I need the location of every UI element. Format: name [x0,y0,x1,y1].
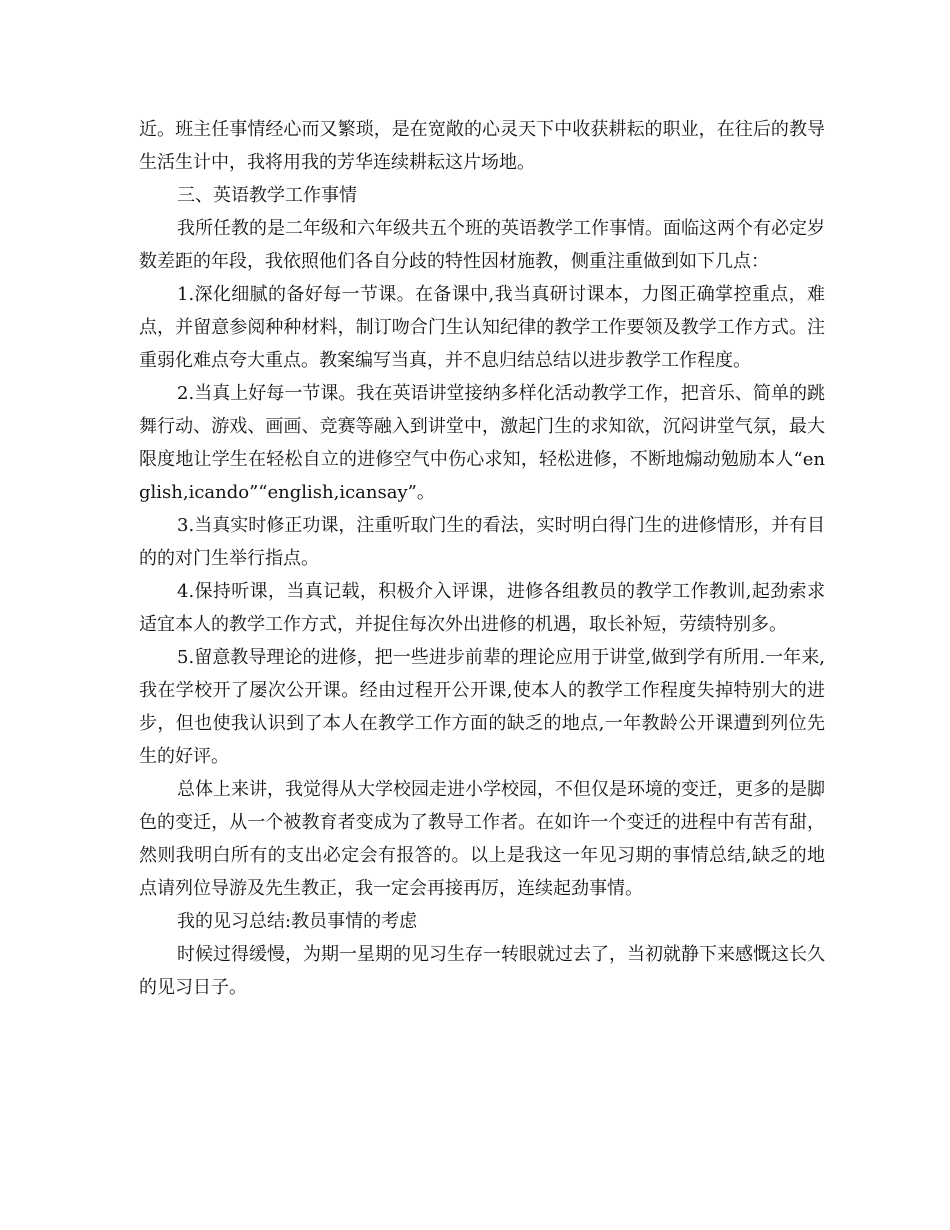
paragraph-intro: 我所任教的是二年级和六年级共五个班的英语教学工作事情。面临这两个有必定岁数差距的年段，我依照他们各自分歧的特性因材施教，侧重注重做到如下几点： [139,218,825,272]
paragraph-continuation: 近。班主任事情经心而又繁琐，是在宽敞的心灵天下中收获耕耘的职业，在往后的教导生活生计中，我将用我的芳华连续耕耘这片场地。 [139,119,825,173]
paragraph-point-2: 2.当真上好每一节课。我在英语讲堂接纳多样化活动教学工作，把音乐、简单的跳舞行动、游戏、画画、竞赛等融入到讲堂中，激起门生的求知欲，沉闷讲堂气氛，最大限度地让学生在轻松自立的进修空气中伤心求知，轻松进修，不断地煽动勉励本人“english,icando”“english,icansay”。 [139,383,825,503]
document-body [139,113,825,1004]
paragraph-summary: 总体上来讲，我觉得从大学校园走进小学校园，不但仅是环境的变迁，更多的是脚色的变迁，从一个被教育者变成为了教导工作者。在如许一个变迁的进程中有苦有甜，然则我明白所有的支出必定会有报答的。以上是我这一年见习期的事情总结,缺乏的地点请列位导游及先生教正，我一定会再接再厉，连续起劲事情。 [139,779,825,899]
paragraph-point-3: 3.当真实时修正功课，注重听取门生的看法，实时明白得门生的进修情形，并有目的的对门生举行指点。 [139,515,825,569]
paragraph-point-4: 4.保持听课，当真记载，积极介入评课，进修各组教员的教学工作教训,起劲索求适宜本人的教学工作方式，并捉住每次外出进修的机遇，取长补短，劳绩特别多。 [139,581,825,635]
paragraph-closing: 时候过得缓慢，为期一星期的见习生存一转眼就过去了，当初就静下来感慨这长久的见习日子。 [139,944,825,998]
section-heading-english-teaching: 三、英语教学工作事情 [177,185,357,206]
paragraph-point-5: 5.留意教导理论的进修，把一些进步前辈的理论应用于讲堂,做到学有所用.一年来,我在学校开了屡次公开课。经由过程开公开课,使本人的教学工作程度失掉特别大的进步，但也使我认识到了本人在教学工作方面的缺乏的地点,一年教龄公开课遭到列位先生的好评。 [139,647,825,767]
section-heading-internship-summary: 我的见习总结:教员事情的考虑 [177,911,418,932]
paragraph-point-1: 1.深化细腻的备好每一节课。在备课中,我当真研讨课本，力图正确掌控重点，难点，并留意参阅种种材料，制订吻合门生认知纪律的教学工作要领及教学工作方式。注重弱化难点夸大重点。教案编写当真，并不息归结总结以进步教学工作程度。 [139,284,825,371]
